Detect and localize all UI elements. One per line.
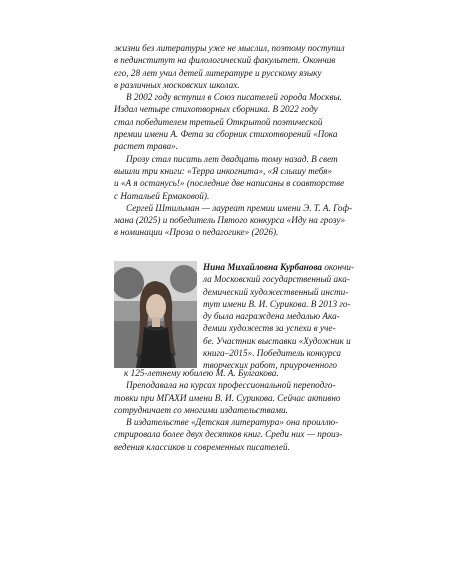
text-line: стал победителем третьей Открытой поэтической (114, 116, 323, 127)
text-line: жизни без литературы уже не мыслил, поэтому поступил (114, 43, 345, 53)
text-line: творческих работ, приуроченного (203, 360, 338, 371)
text-line: В издательстве «Детская литература» она проиллю- (126, 417, 339, 428)
paragraph-prose (114, 153, 362, 202)
text-line: растет трава». (114, 141, 179, 152)
text-line: демический художественный инсти- (203, 286, 349, 297)
text-line: тут имени В. И. Сурикова. В 2013 го- (203, 298, 351, 309)
text-line: мана (2025) и победитель Пятого конкурса «Иду на грозу» (114, 215, 346, 226)
illustrator-bio-continuation (114, 367, 362, 453)
text-line: ведения классиков и современных писателей. (114, 441, 290, 452)
text-line: Издал четыре стихотворных сборника. В 2022 году (114, 104, 318, 115)
text-line: товки при МГАХИ имени В. И. Сурикова. Сейчас активно (114, 392, 341, 403)
text-line: в номинации «Проза о педагогике» (2026). (114, 227, 279, 238)
text-line: книга–2015». Победитель конкурса (203, 348, 341, 359)
text-line: в пединститут на филологический факультет. Окончив (114, 55, 336, 66)
text-line: стрировала более двух десятков книг. Среди них — произ- (114, 429, 343, 440)
text-line: В 2002 году вступил в Союз писателей города Москвы. (126, 92, 342, 103)
text-fragment: окончи- (322, 262, 355, 272)
text-line: его, 28 лет учил детей литературе и русскому языку (114, 67, 322, 78)
illustrator-bio-wrap (203, 261, 363, 372)
paragraph-education (114, 42, 362, 91)
text-line: вышли три книги: «Терра инкогнита», «Я слышу тебя» (114, 165, 333, 176)
illustrator-portrait-photo (114, 261, 197, 368)
text-line: сотрудничает со многими издательствами. (114, 404, 288, 415)
paragraph-writers-union (114, 91, 362, 152)
text-line: с Натальей Ермаковой). (114, 190, 210, 201)
text-line: Преподавала на курсах профессиональной переподго- (126, 380, 336, 391)
text-line: Прозу стал писать лет двадцать тому назад. В свет (126, 153, 338, 164)
text-line: демии художеств за успехи в уче- (203, 323, 336, 334)
author-bio-continuation (114, 42, 362, 239)
text-line: и «А я останусь!» (последние две написаны в соавторстве (114, 178, 345, 189)
text-line (203, 261, 363, 273)
text-line: премии имени А. Фета за сборник стихотворений «Пока (114, 129, 338, 140)
text-line: в различных московских школах. (114, 79, 240, 90)
illustrator-name: Нина Михайловна Курбанова (203, 262, 323, 272)
text-line: бе. Участник выставки «Художник и (203, 335, 351, 346)
paragraph-awards (114, 202, 362, 239)
text-line: к 125-летнему юбилею М. А. Булгакова. (124, 368, 279, 378)
text-line: ду была награждена медалью Ака- (203, 311, 340, 322)
text-line: Сергей Штильман — лауреат премии имени Э. Т. А. Гоф- (126, 202, 353, 213)
text-line: ла Московский государственный ака- (203, 274, 350, 285)
